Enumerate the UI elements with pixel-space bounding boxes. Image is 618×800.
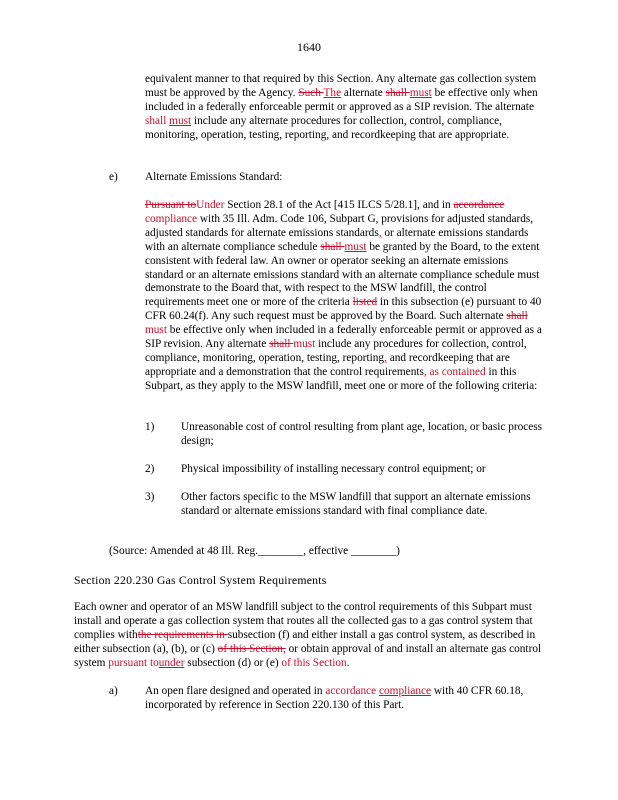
text-run: include any procedures for collection, control, compliance, monitoring, operation, testing, reporting	[145, 338, 527, 364]
deleted-text: listed	[352, 296, 378, 309]
inserted-text: , as contained	[423, 365, 486, 378]
text-run: be effective only when included in a federally enforceable permit or approved as a SIP revision. Any alternate	[145, 324, 542, 351]
text-run: subsection (f) and either install a gas control system, as described in either subsection (a), (b), or (c)	[74, 628, 536, 655]
text-run: or alternate emissions standards with an alternate compliance schedule	[145, 226, 529, 253]
text-run: with 35 Ill. Adm. Code 106, Subpart G, provisions for adjusted standards, adjusted standards for alternate emissions standards	[145, 212, 534, 239]
text-run: .	[346, 656, 350, 669]
page-number: 1640	[297, 40, 321, 54]
text-run: be granted by the Board, to the extent consistent with federal law. An owner or operator seeking an alternate emissions standard or an alternate emissions standard with an alternate compliance schedule must demonstrate to the Board that, with respect to the MSW landfill, the control requirements meet one or more of the criteria	[145, 240, 540, 309]
deleted-text: Such	[298, 86, 324, 99]
criteria-text-2: Physical impossibility of installing necessary control equipment; or	[181, 463, 486, 475]
inserted-text: must	[169, 114, 192, 127]
deleted-text: shall	[269, 338, 294, 351]
text-run: equivalent manner to that required by this Section. Any alternate gas collection system must be approved by the Agency.	[145, 73, 537, 99]
criteria-label-2: 2)	[145, 463, 155, 475]
inserted-text: shall	[145, 114, 167, 127]
criteria-text-3: Other factors specific to the MSW landfill that support an alternate emissions standard or alternate emissions standard with final compliance date.	[181, 491, 531, 517]
deleted-text: Pursuant to	[145, 199, 197, 211]
deleted-text: shall	[385, 86, 410, 99]
text-run: or obtain approval of and install an alternate gas control system	[74, 642, 542, 669]
inserted-text: ,	[384, 351, 387, 364]
deleted-text: accordance	[453, 199, 505, 211]
deleted-text: of this Section,	[217, 642, 286, 655]
item-a-text	[145, 685, 547, 713]
inserted-text: accordance	[325, 685, 377, 697]
text-run: in this subsection (e) pursuant to 40 CFR 60.24(f). Any such request must be approved by the Board. Such alternate	[145, 296, 542, 323]
section-body-paragraph	[74, 601, 547, 671]
source-note: (Source: Amended at 48 Ill. Reg.________, effective ________)	[109, 545, 400, 557]
inserted-text: The	[323, 86, 342, 99]
inserted-text: must	[409, 86, 432, 99]
continuation-paragraph	[145, 73, 547, 143]
inserted-text: must	[344, 240, 367, 253]
text-run: Each owner and operator of an MSW landfill subject to the control requirements of this Subpart must install and operate a gas collection system that routes all the collected gas to a gas control system that complies with	[74, 601, 533, 641]
inserted-text: must	[293, 338, 316, 351]
inserted-text: must	[145, 324, 167, 337]
subsection-label-e: e)	[109, 171, 118, 183]
item-label-a: a)	[109, 685, 118, 697]
deleted-text: pursuant to	[108, 656, 159, 669]
inserted-text: ,	[378, 226, 382, 239]
text-run: include any alternate procedures for collection, control, compliance, monitoring, operation, testing, reporting, and recordkeeping that are appropriate.	[145, 114, 510, 141]
text-run: in this Subpart, as they apply to the MSW landfill, meet one or more of the following criteria:	[145, 365, 538, 392]
text-run: alternate	[341, 86, 386, 99]
inserted-text: under	[158, 656, 185, 669]
subsection-e-paragraph	[145, 199, 547, 394]
inserted-text: compliance	[145, 212, 198, 225]
text-run: Section 28.1 of the Act [415 ILCS 5/28.1], and in	[224, 199, 454, 211]
criteria-label-1: 1)	[145, 421, 155, 433]
text-run: and recordkeeping that are appropriate and a demonstration that the control requirements	[145, 351, 510, 378]
deleted-text: shall	[320, 240, 345, 253]
text-run: with 40 CFR 60.18, incorporated by reference in Section 220.130 of this Part.	[145, 685, 524, 711]
text-run: subsection (d) or (e)	[184, 656, 282, 669]
deleted-text: shall	[506, 310, 528, 323]
inserted-text: compliance	[379, 685, 432, 697]
text-run: An open flare designed and operated in	[145, 685, 326, 697]
inserted-text: of this Section	[281, 656, 347, 669]
text-run: be effective only when included in a federally enforceable permit or approved as a SIP revision. The alternate	[145, 86, 538, 113]
deleted-text: the requirements in	[137, 628, 228, 641]
inserted-text: Under	[196, 199, 225, 211]
subsection-title-e: Alternate Emissions Standard:	[145, 171, 283, 183]
section-heading: Section 220.230 Gas Control System Requirements	[74, 573, 327, 587]
criteria-label-3: 3)	[145, 491, 155, 503]
criteria-text-1: Unreasonable cost of control resulting from plant age, location, or basic process design;	[181, 421, 543, 447]
